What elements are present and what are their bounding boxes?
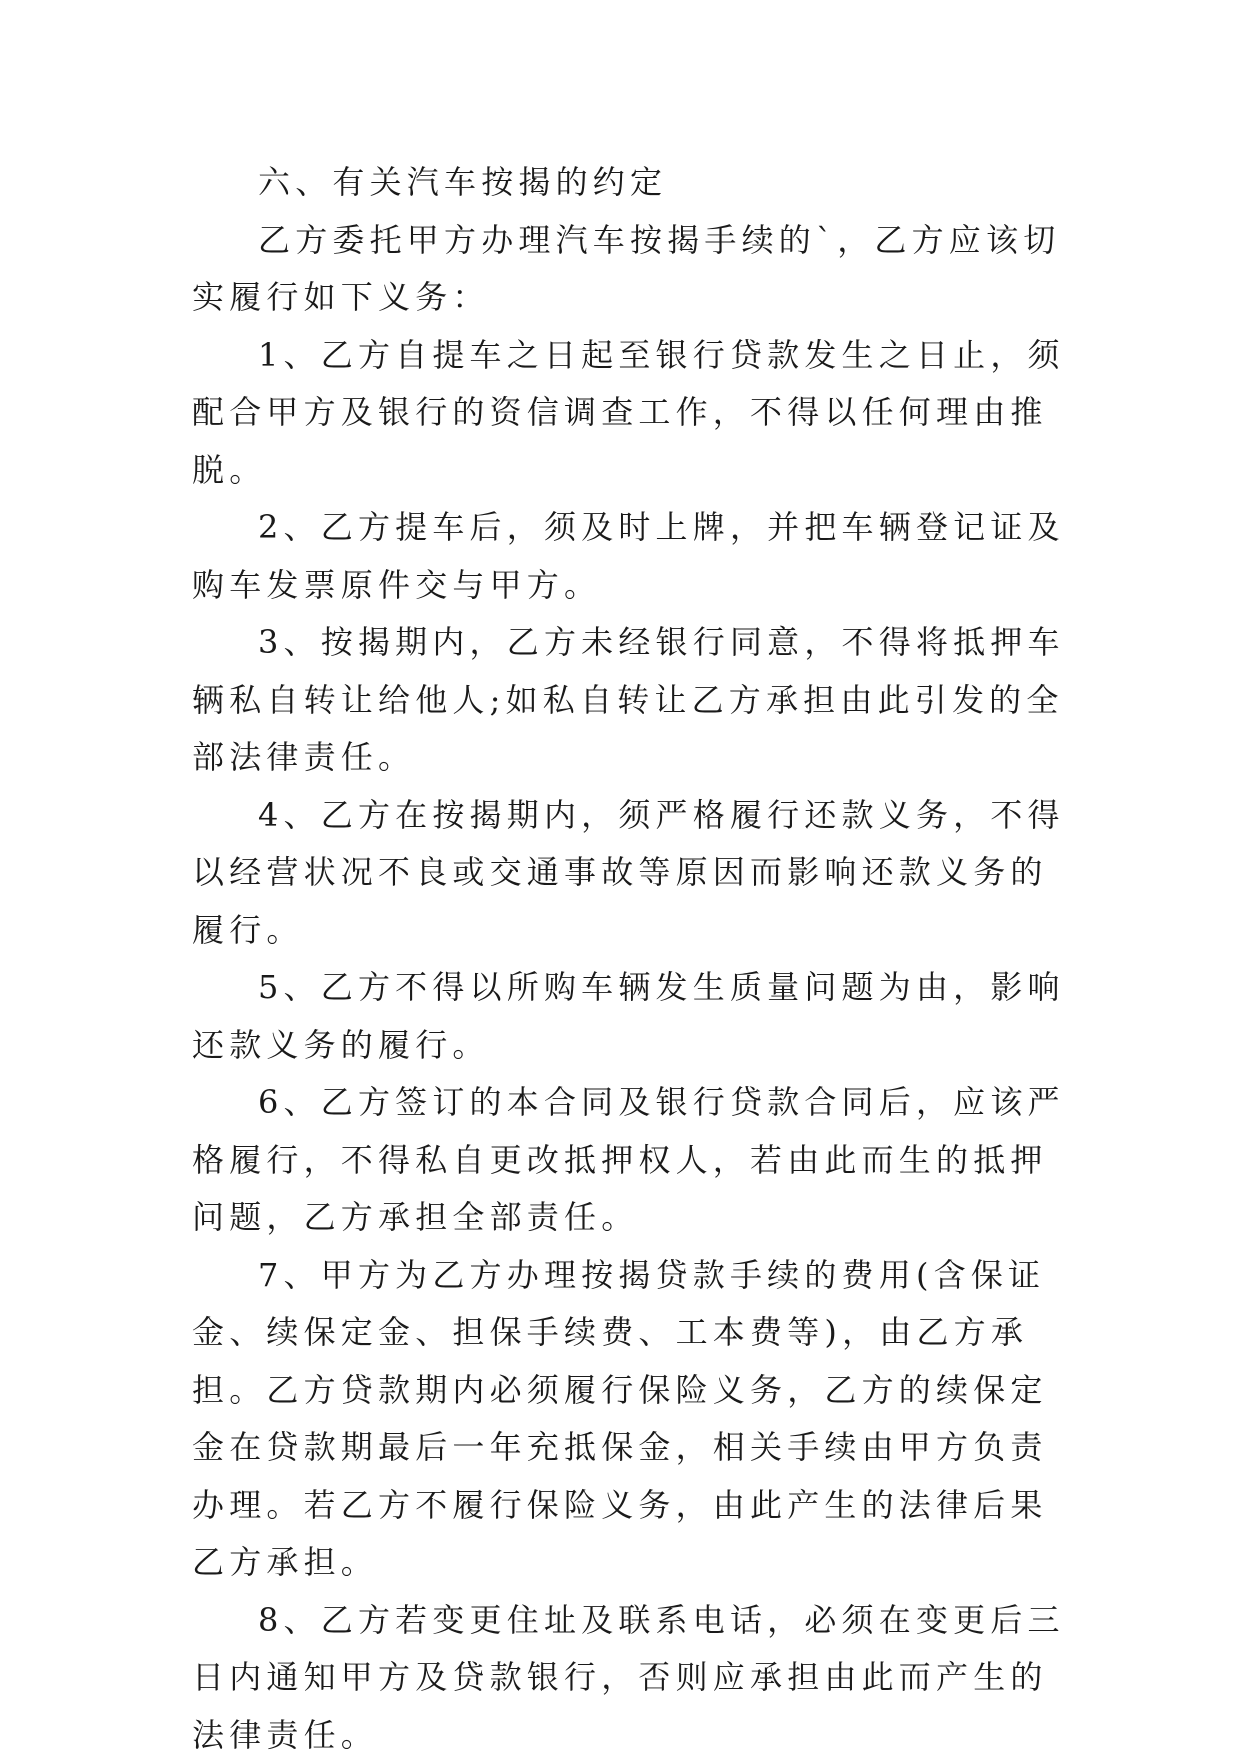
document-body — [192, 154, 1072, 1764]
paragraph-item-4: 4、乙方在按揭期内，须严格履行还款义务，不得以经营状况不良或交通事故等原因而影响还款义务的履行。 — [192, 787, 1072, 960]
paragraph-item-3: 3、按揭期内，乙方未经银行同意，不得将抵押车辆私自转让给他人;如私自转让乙方承担由此引发的全部法律责任。 — [192, 614, 1072, 787]
paragraph-item-2: 2、乙方提车后，须及时上牌，并把车辆登记证及购车发票原件交与甲方。 — [192, 499, 1072, 614]
paragraph-item-7: 7、甲方为乙方办理按揭贷款手续的费用(含保证金、续保定金、担保手续费、工本费等)，由乙方承担。乙方贷款期内必须履行保险义务，乙方的续保定金在贷款期最后一年充抵保金，相关手续由甲方负责办理。若乙方不履行保险义务，由此产生的法律后果乙方承担。 — [192, 1247, 1072, 1592]
paragraph-item-6: 6、乙方签订的本合同及银行贷款合同后，应该严格履行，不得私自更改抵押权人，若由此而生的抵押问题，乙方承担全部责任。 — [192, 1074, 1072, 1247]
section-heading: 六、有关汽车按揭的约定 — [192, 154, 1072, 212]
paragraph-intro: 乙方委托甲方办理汽车按揭手续的`，乙方应该切实履行如下义务： — [192, 212, 1072, 327]
paragraph-item-1: 1、乙方自提车之日起至银行贷款发生之日止，须配合甲方及银行的资信调查工作，不得以任何理由推脱。 — [192, 327, 1072, 500]
paragraph-item-8: 8、乙方若变更住址及联系电话，必须在变更后三日内通知甲方及贷款银行，否则应承担由此而产生的法律责任。 — [192, 1592, 1072, 1764]
paragraph-item-5: 5、乙方不得以所购车辆发生质量问题为由，影响还款义务的履行。 — [192, 959, 1072, 1074]
